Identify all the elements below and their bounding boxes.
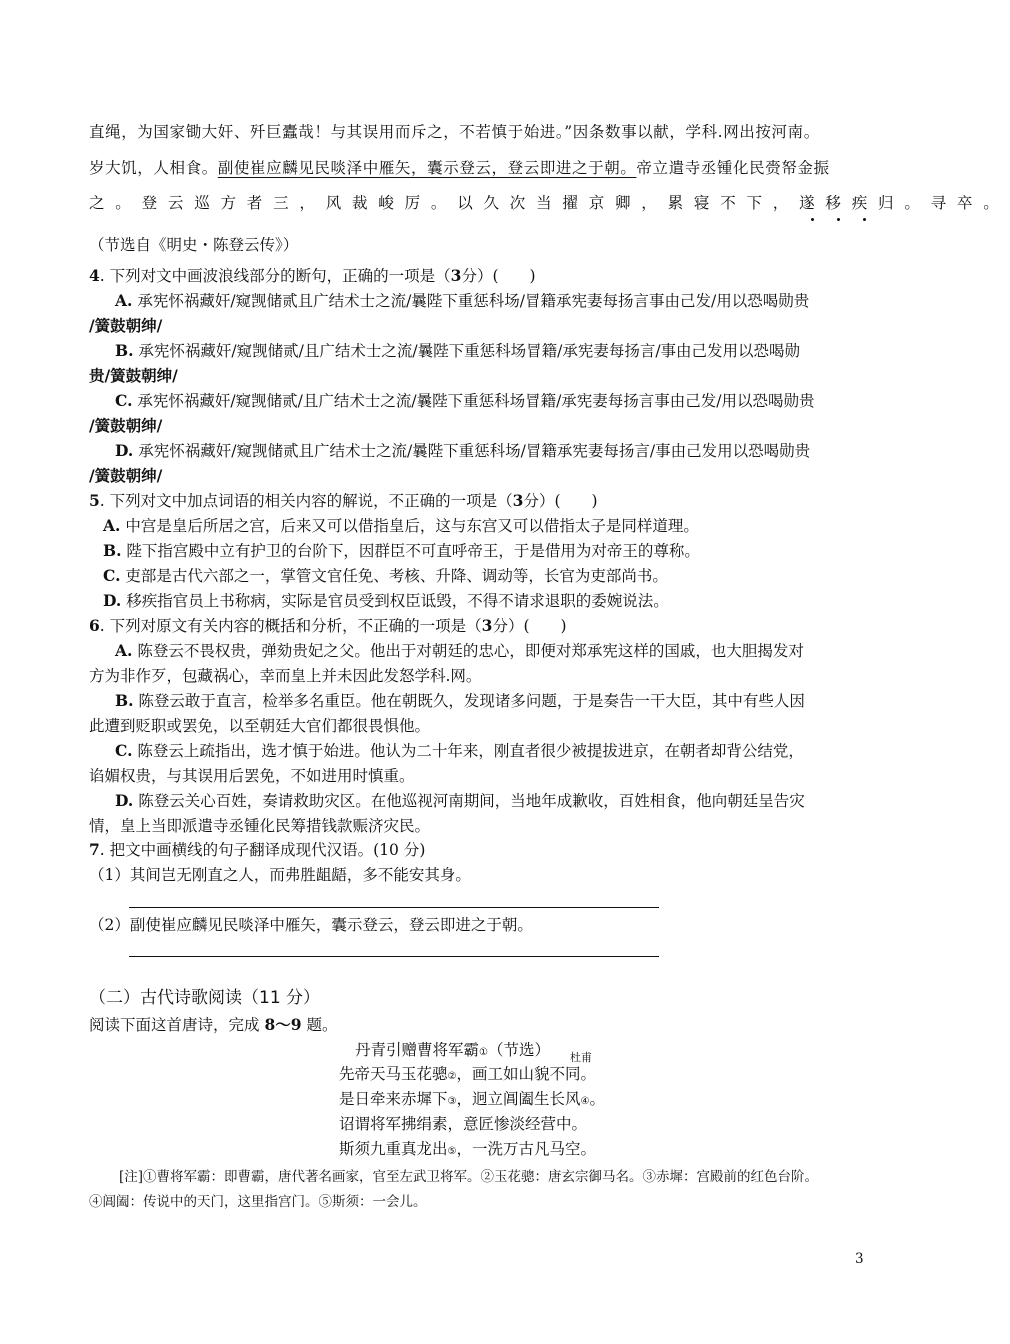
q6-option-b	[115, 691, 805, 711]
q6-stem-end: 分）( )	[492, 617, 567, 635]
passage-line-1: 直绳，为国家锄大奸、歼巨蠹哉！与其误用而斥之，不若慎于始进。”因条数事以献，学科.网出按河南。	[89, 123, 820, 141]
translation-sentence-underlined: 副使崔应麟见民啖泽中雁矢，囊示登云，登云即进之于朝。	[217, 159, 637, 177]
q6-number: 6	[89, 616, 100, 635]
q4-option-b-cont	[89, 366, 178, 386]
poem-line-4-end: ，一洗万古凡马空。	[456, 1140, 596, 1158]
q5-option-b	[103, 541, 700, 561]
section-2-intro-range: 8～9	[264, 1015, 302, 1034]
q6-stem	[89, 616, 567, 636]
q5-option-c	[103, 566, 668, 586]
notes-line-2: ④阊阖：传说中的天门，这里指宫门。⑤斯须：一会儿。	[89, 1194, 427, 1210]
q6-stem-text: . 下列对原文有关内容的概括和分析，不正确的一项是（	[99, 617, 482, 635]
q4-stem	[89, 266, 536, 286]
poem-line-1	[339, 1064, 596, 1087]
q5-a-text: 中宫是皇后所居之宫，后来又可以借指皇后，这与东宫又可以借指太子是同样道理。	[120, 517, 699, 535]
q6-d-text: 陈登云关心百姓，奏请救助灾区。在他巡视河南期间，当地年成歉收，百姓相食，他向朝廷呈告灾	[133, 792, 805, 810]
answer-line-2[interactable]	[129, 956, 659, 957]
q4-stem-end: 分）( )	[461, 267, 536, 285]
poem-title-note: （节选）	[487, 1041, 550, 1059]
q6-option-a-cont: 方为非作歹，包藏祸心，幸而皇上并未因此发怒学科.网。	[89, 667, 482, 685]
q5-stem	[89, 491, 598, 511]
poem-line-4	[339, 1139, 596, 1162]
dotted-char: 疾	[851, 194, 879, 212]
q5-a-letter: A.	[103, 516, 121, 535]
q5-score: 3	[512, 491, 524, 510]
poem-line-2-mid: ，迥立阊阖生长风	[456, 1090, 581, 1108]
q4-d-text-cont: /簧鼓朝绅/	[89, 466, 163, 485]
notes-line-1: [注]①曹将军霸：即曹霸，唐代著名画家，官至左武卫将军。②玉花骢：唐玄宗御马名。③赤墀：宫殿前的红色台阶。	[119, 1169, 819, 1185]
q4-option-d-cont	[89, 466, 162, 486]
poem-line-1-mark: ②	[447, 1071, 457, 1082]
q6-c-letter: C.	[115, 741, 133, 760]
q5-stem-text: . 下列对文中加点词语的相关内容的解说，不正确的一项是（	[99, 492, 513, 510]
section-2-intro-post: 题。	[301, 1016, 338, 1034]
q6-score: 3	[481, 616, 493, 635]
q6-d-letter: D.	[115, 791, 134, 810]
poem-line-4-text: 斯须九重真龙出	[339, 1140, 448, 1158]
q5-b-letter: B.	[103, 541, 122, 560]
poem-line-2-mark2: ④	[580, 1096, 590, 1107]
q7-sentence-2: （2）副使崔应麟见民啖泽中雁矢，囊示登云，登云即进之于朝。	[89, 916, 533, 934]
q6-option-b-cont: 此遭到贬职或罢免，以至朝廷大官们都很畏惧他。	[89, 717, 431, 735]
passage-line-2	[89, 158, 830, 178]
q5-c-text: 吏部是古代六部之一，掌管文官任免、考核、升降、调动等，长官为吏部尚书。	[120, 567, 668, 585]
q5-d-letter: D.	[103, 591, 122, 610]
q4-option-c-cont	[89, 416, 162, 436]
poem-line-2-text: 是日牵来赤墀下	[339, 1090, 448, 1108]
q6-option-a	[115, 641, 804, 661]
q4-number: 4	[89, 266, 100, 285]
q4-option-c	[115, 391, 815, 411]
q6-option-d	[115, 791, 805, 811]
answer-line-1[interactable]	[129, 907, 659, 908]
q4-b-text: 承宪怀祸藏奸/窥觊储贰/且广结术士之流/曩陛下重惩科场冒籍/承宪妻每扬言/事由己发用以恐喝勋	[133, 342, 801, 360]
page-number: 3	[855, 1251, 864, 1267]
passage-line-3-pre: 之。登云巡方者三，风裁峻厉。以久次当擢京卿，累寝不下，	[89, 194, 800, 212]
q5-stem-end: 分）( )	[523, 492, 598, 510]
q5-option-d	[103, 591, 669, 611]
q4-score: 3	[450, 266, 462, 285]
poem-line-1-end: ，画工如山貌不同。	[456, 1065, 596, 1083]
q4-d-letter: D.	[115, 441, 134, 460]
q4-b-letter: B.	[115, 341, 134, 360]
poem-title	[355, 1040, 550, 1063]
passage-line-3-post: 归。寻卒。	[878, 194, 1010, 212]
q4-a-letter: A.	[115, 291, 133, 310]
q7-number: 7	[89, 840, 100, 859]
q5-b-text: 陛下指宫殿中立有护卫的台阶下，因群臣不可直呼帝王，于是借用为对帝王的尊称。	[121, 542, 700, 560]
q4-b-text-cont: 贵/簧鼓朝绅/	[89, 366, 178, 385]
poem-line-2-end: 。	[589, 1090, 605, 1108]
q4-c-text-cont: /簧鼓朝绅/	[89, 416, 163, 435]
dotted-char: 移	[825, 194, 852, 212]
q5-option-a	[103, 516, 699, 536]
q6-b-letter: B.	[115, 691, 134, 710]
q4-option-d	[115, 441, 810, 461]
q6-a-letter: A.	[115, 641, 133, 660]
q6-option-c	[115, 741, 804, 761]
q4-option-b	[115, 341, 800, 361]
q4-a-text-cont: /簧鼓朝绅/	[89, 316, 163, 335]
poem-title-text: 丹青引赠曹将军霸	[355, 1041, 480, 1059]
q6-a-text: 陈登云不畏权贵，弹劾贵妃之父。他出于对朝廷的忠心，即便对郑承宪这样的国戚，也大胆揭发对	[132, 642, 804, 660]
q4-a-text: 承宪怀祸藏奸/窥觊储贰且广结术士之流/曩陛下重惩科场/冒籍承宪妻每扬言事由己发/用以恐喝勋贵	[132, 292, 810, 310]
q5-c-letter: C.	[103, 566, 121, 585]
passage-line-2-post: 帝立遣寺丞锺化民赍帑金振	[636, 159, 830, 177]
dotted-char: 遂	[799, 194, 826, 212]
q6-c-text: 陈登云上疏指出，选才慎于始进。他认为二十年来，刚直者很少被提拔进京，在朝者却背公结党，	[132, 742, 804, 760]
q5-d-text: 移疾指官员上书称病，实际是官员受到权臣诋毁，不得不请求退职的委婉说法。	[121, 592, 669, 610]
poem-title-mark: ①	[479, 1047, 488, 1058]
passage-source: （节选自《明史・陈登云传》）	[89, 236, 299, 254]
section-2-intro-pre: 阅读下面这首唐诗，完成	[89, 1016, 265, 1034]
q4-option-a-cont	[89, 316, 162, 336]
poem-line-4-mark: ⑤	[447, 1146, 457, 1157]
poem-line-2-mark: ③	[447, 1096, 457, 1107]
poem-line-1-text: 先帝天马玉花骢	[339, 1065, 448, 1083]
passage-line-3	[89, 193, 1010, 213]
poem-line-3: 诏谓将军拂绢素，意匠惨淡经营中。	[339, 1115, 588, 1133]
q6-b-text: 陈登云敢于直言，检举多名重臣。他在朝既久，发现诸多问题，于是奏告一干大臣，其中有些人因	[133, 692, 805, 710]
q4-stem-text: . 下列对文中画波浪线部分的断句，正确的一项是（	[99, 267, 451, 285]
section-2-intro	[89, 1015, 337, 1035]
q7-sentence-1: （1）其间岂无刚直之人，而弗胜龃龉，多不能安其身。	[89, 866, 471, 884]
q7-stem-text: . 把文中画横线的句子翻译成现代汉语。(10 分)	[99, 841, 426, 859]
q7-stem	[89, 840, 425, 860]
q4-d-text: 承宪怀祸藏奸/窥觊储贰且广结术士之流/曩陛下重惩科场/冒籍承宪妻每扬言/事由己发用以恐喝勋贵	[133, 442, 811, 460]
q5-number: 5	[89, 491, 100, 510]
q4-c-letter: C.	[115, 391, 133, 410]
q6-option-d-cont: 情，皇上当即派遣寺丞锺化民筹措钱款赈济灾民。	[89, 817, 431, 835]
poem-line-2	[339, 1089, 605, 1112]
q6-option-c-cont: 谄媚权贵，与其误用后罢免，不如进用时慎重。	[89, 767, 415, 785]
section-2-title: （二）古代诗歌阅读（11 分）	[89, 988, 321, 1008]
poem-author: 杜甫	[570, 1051, 592, 1064]
passage-line-2-pre: 岁大饥，人相食。	[89, 159, 218, 177]
q4-option-a	[115, 291, 809, 311]
q4-c-text: 承宪怀祸藏奸/窥觊储贰/且广结术士之流/曩陛下重惩科场冒籍/承宪妻每扬言事由己发/用以恐喝勋贵	[132, 392, 815, 410]
